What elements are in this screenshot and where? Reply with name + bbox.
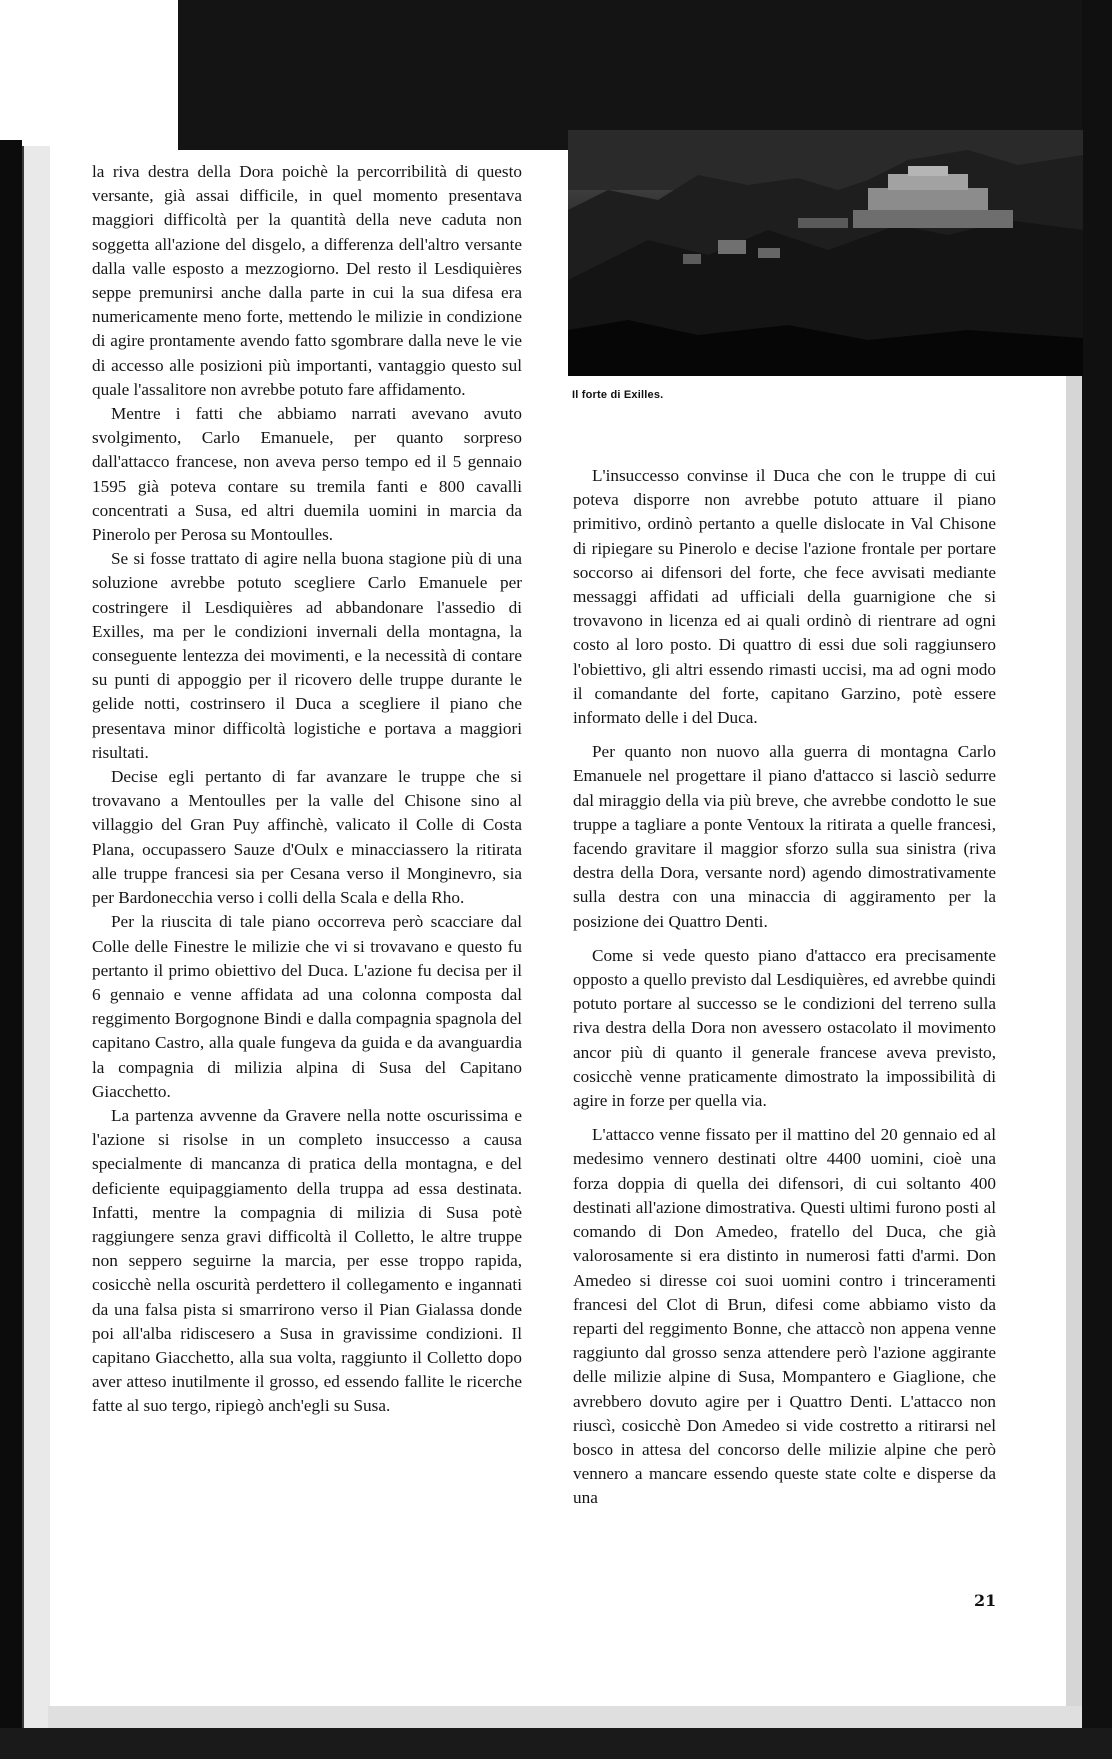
paragraph: Per quanto non nuovo alla guerra di montagna Carlo Emanuele nel progettare il piano d'attacco si lasciò sedurre dal miraggio della via più breve, che avrebbe condotto le sue truppe a tagliare a ponte Ventoux la ritirata a quelle francesi, facendo gravitare il maggior sforzo sulla sua sinistra (riva destra della Dora, versante nord) agendo dimostrativamente sulla destra con una minaccia di aggiramento per la posizione dei Quattro Denti. [573, 742, 996, 931]
scan-shadow-left [22, 146, 50, 1759]
scan-dark-border-bottom [0, 1728, 1112, 1759]
right-text-column [573, 464, 996, 1521]
paragraph: la riva destra della Dora poichè la percorribilità di questo versante, già assai difficile, in quel momento presentava maggiori difficoltà per la quantità della neve caduta non soggetta all'azione del disgelo, a differenza dell'altro versante dalla valle esposto a mezzogiorno. Del resto il Lesdiquières seppe premunirsi anche dalla parte in cui la sua difesa era numericamente meno forte, mettendo le milizie in condizione di agire prontamente avendo fatto sgombrare dalla neve le vie di accesso alle posizioni più importanti, vantaggio questo sul quale l'assalitore non avrebbe potuto fare affidamento. [92, 162, 522, 399]
scan-dark-border-right [1082, 0, 1112, 1759]
fort-photo-drawing [568, 130, 1083, 376]
scan-dark-border-left [0, 140, 22, 1759]
left-text-column [92, 160, 522, 1419]
paragraph: La partenza avvenne da Gravere nella notte oscurissima e l'azione si risolse in un completo insuccesso a causa specialmente di mancanza di pratica della montagna, e del deficiente equipaggiamento della truppa ad essa destinata. Infatti, mentre la compagnia di milizia di Susa potè raggiungere senza gravi difficoltà il Colletto, le altre truppe non seppero seguirne la marcia, per esse troppo rapida, cosicchè nella oscurità perdettero il collegamento e ingannati da una falsa pista si smarrirono verso il Pian Gialassa donde poi all'alba ridiscesero a Susa in gravissime condizioni. Il capitano Giacchetto, alla sua volta, raggiunto il Colletto dopo aver atteso inutilmente il grosso, ed essendo fallite le ricerche fatte al suo tergo, ripiegò anch'egli su Susa. [92, 1105, 522, 1416]
page-number: 21 [974, 1591, 997, 1610]
figure-caption: Il forte di Exilles. [572, 389, 664, 401]
scan-dark-border-top [178, 0, 1112, 150]
paragraph: L'attacco venne fissato per il mattino del 20 gennaio ed al medesimo vennero destinati oltre 4400 uomini, cioè una forza doppia di quella dei difensori, di cui soltanto 400 destinati all'azione dimostrativa. Questi ultimi furono posti al comando di Don Amedeo, fratello del Duca, che già valorosamente si era distinto in numerosi fatti d'armi. Don Amedeo si diresse coi suoi uomini contro i trinceramenti francesi del Clot di Brun, difesi come abbiamo visto da reparti del reggimento Bonne, che attaccò non appena venne raggiunto dal grosso senza attendere però l'azione aggirante delle milizie alpine di Susa, Mompantero e Giaglione, che avrebbero dovuto agire per i Quattro Denti. L'attacco non riuscì, cosicchè Don Amedeo si vide costretto a ritirarsi nel bosco in attesa del concorso delle milizie alpine che però vennero a mancare essendo queste state colte e disperse da una [573, 1125, 996, 1508]
scan-shadow-right [1066, 150, 1082, 1759]
fort-photo [568, 130, 1083, 376]
paragraph: Se si fosse trattato di agire nella buona stagione più di una soluzione avrebbe potuto scegliere Carlo Emanuele per costringere il Lesdiquières ad abbandonare l'assedio di Exilles, ma per le condizioni invernali della montagna, la conseguente lentezza dei movimenti, e la necessità di contare su punti di appoggio per il ricovero delle truppe durante le gelide notti, costrinsero il Duca a scegliere il piano che presentava minor difficoltà logistiche e portava a maggiori risultati. [92, 549, 522, 762]
paragraph: Come si vede questo piano d'attacco era precisamente opposto a quello previsto dal Lesdiquières, ed avrebbe quindi potuto portare al successo se le condizioni del terreno sulla riva destra della Dora non avessero ostacolato il movimento ancor più di quanto il generale francese aveva previsto, cosicchè venne praticamente dimostrato la impossibilità di agire in forze per quella via. [573, 945, 996, 1111]
paragraph: L'insuccesso convinse il Duca che con le truppe di cui poteva disporre non avrebbe potuto attuare il piano primitivo, ordinò pertanto a quelle dislocate in Val Chisone di ripiegare su Pinerolo e decise l'azione frontale per portare soccorso ai difensori del forte, che fece avvisati mediante messaggi affidati ad ufficiali della guarnigione che si trovavono in licenza ed ai quali ordinò di rientrare ad ogni costo al loro posto. Di quattro di essi due soli raggiunsero l'obiettivo, gli altri essendo rimasti uccisi, ma ad ogni modo il comandante del forte, capitano Garzino, potè essere informato delle i del Duca. [573, 466, 996, 728]
paragraph: Mentre i fatti che abbiamo narrati avevano avuto svolgimento, Carlo Emanuele, per quanto sorpreso dall'attacco francese, non aveva perso tempo ed il 5 gennaio 1595 già poteva contare su tremila fanti e 800 cavalli concentrati a Susa, ed altri duemila uomini in marcia da Pinerolo per Perosa su Montoulles. [92, 404, 522, 545]
paragraph: Per la riuscita di tale piano occorreva però scacciare dal Colle delle Finestre le milizie che vi si trovavano e questo fu pertanto il primo obiettivo del Duca. L'azione fu decisa per il 6 gennaio e venne affidata ad una colonna composta dal reggimento Borgognone Bindi e dalla compagnia spagnola del capitano Castro, alla quale fungeva da guida e da avanguardia la compagnia di milizia alpina di Susa del Capitano Giacchetto. [92, 912, 522, 1101]
scan-shadow-bottom [48, 1706, 1082, 1728]
paragraph: Decise egli pertanto di far avanzare le truppe che si trovavano a Mentoulles per la valle del Chisone sino al villaggio del Gran Puy affinchè, valicato il Colle di Costa Plana, occupassero Sauze d'Oulx e minacciassero la ritirata alle truppe francesi sia per Cesana verso il Monginevro, sia per Bardonecchia verso i colli della Scala e della Rho. [92, 767, 522, 908]
